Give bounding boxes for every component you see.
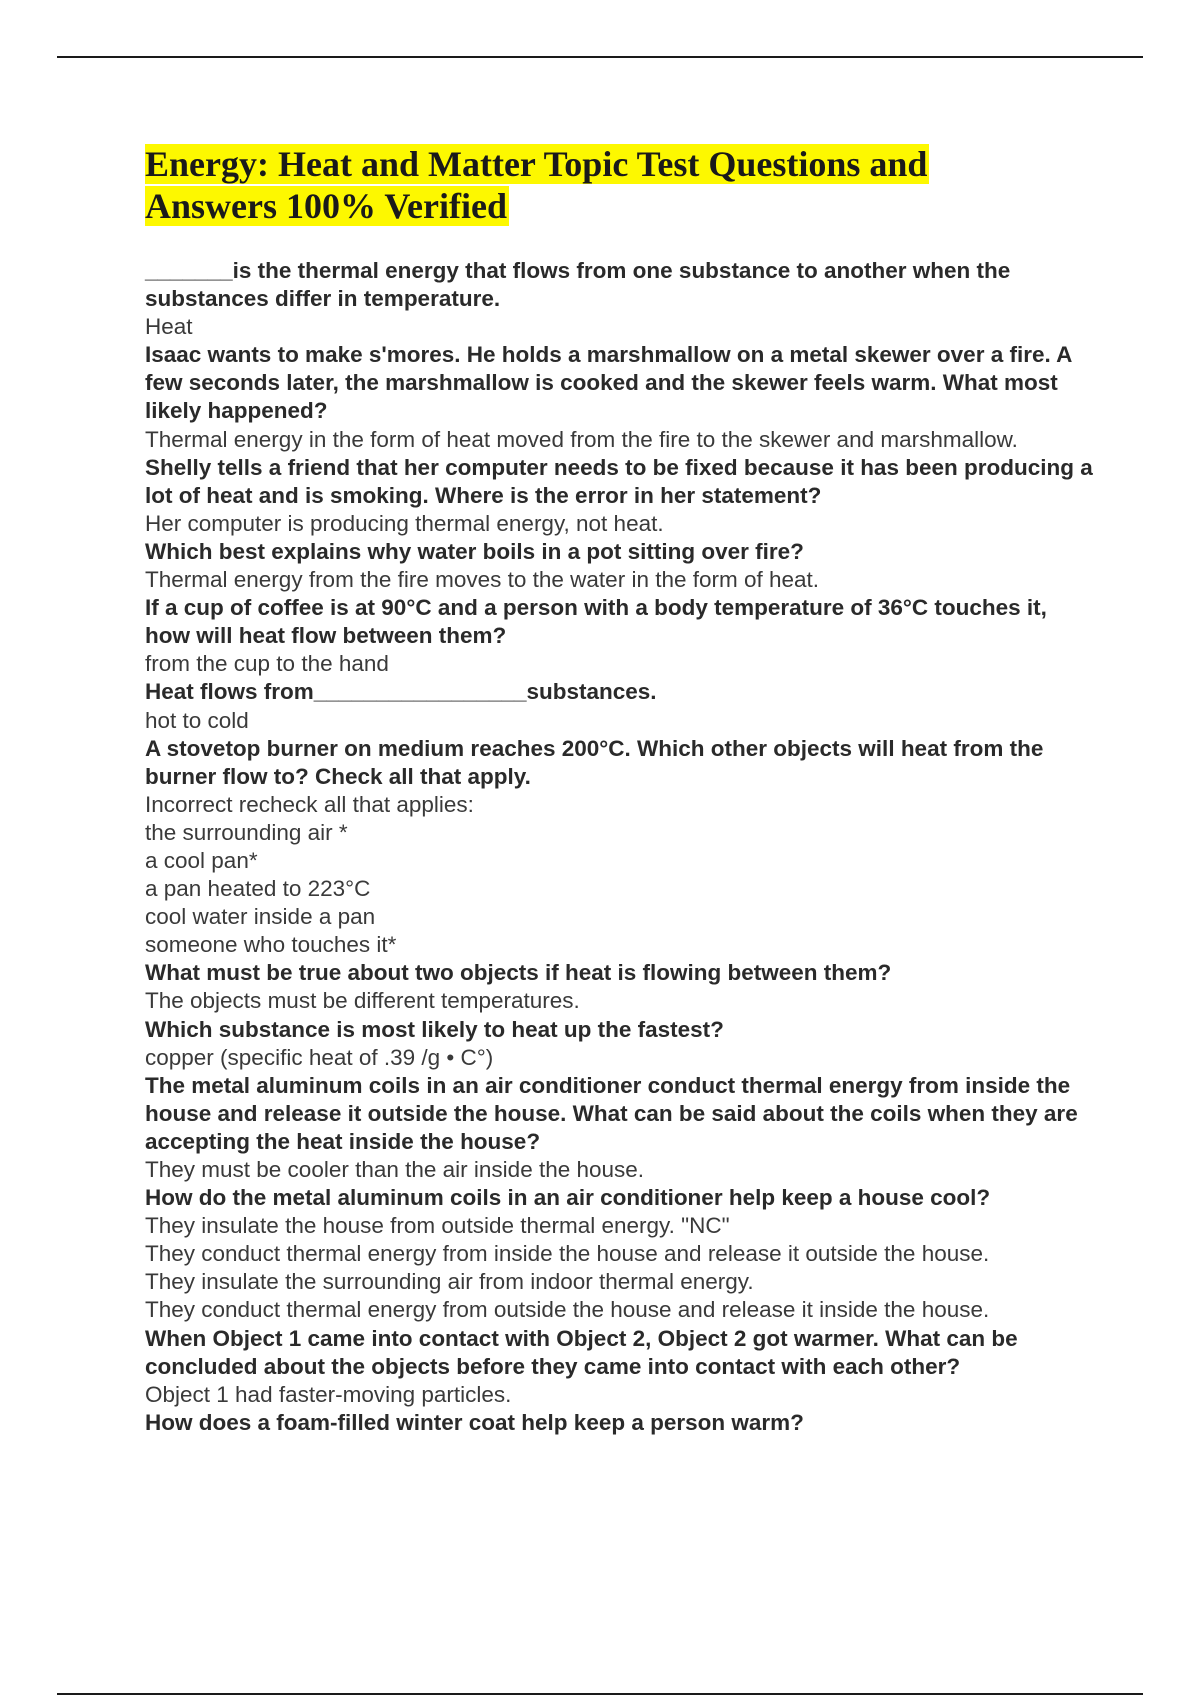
- question-text: The metal aluminum coils in an air conditioner conduct thermal energy from inside the house and release it outside the house. What can be said about the coils when they are accepting the heat inside the house?: [145, 1072, 1078, 1154]
- answer-text: a cool pan*: [145, 847, 258, 873]
- answer-text: Thermal energy in the form of heat moved from the fire to the skewer and marshmallow.: [145, 426, 1018, 452]
- answer-text: The objects must be different temperatures.: [145, 988, 580, 1014]
- qa-content: [145, 257, 1095, 1437]
- question-text: Heat flows from_________________substances.: [145, 679, 657, 705]
- answer-text: someone who touches it*: [145, 932, 397, 958]
- answer-text: hot to cold: [145, 707, 249, 733]
- title-highlight: [145, 144, 929, 226]
- answer-text: the surrounding air *: [145, 819, 348, 845]
- answer-text: Incorrect recheck all that applies:: [145, 791, 474, 817]
- answer-text: They conduct thermal energy from inside the house and release it outside the house.: [145, 1241, 990, 1267]
- answer-text: They insulate the house from outside thermal energy. "NC": [145, 1213, 730, 1239]
- question-text: Which best explains why water boils in a pot sitting over fire?: [145, 538, 804, 564]
- question-text: A stovetop burner on medium reaches 200°C. Which other objects will heat from the burner flow to? Check all that apply.: [145, 735, 1044, 789]
- question-text: How does a foam-filled winter coat help keep a person warm?: [145, 1409, 804, 1435]
- question-text: Shelly tells a friend that her computer needs to be fixed because it has been producing a lot of heat and is smoking. Where is the error in her statement?: [145, 454, 1093, 508]
- answer-text: They insulate the surrounding air from indoor thermal energy.: [145, 1269, 754, 1295]
- answer-text: They conduct thermal energy from outside the house and release it inside the house.: [145, 1297, 990, 1323]
- answer-text: from the cup to the hand: [145, 651, 389, 677]
- question-text: Isaac wants to make s'mores. He holds a marshmallow on a metal skewer over a fire. A few seconds later, the marshmallow is cooked and the skewer feels warm. What most likely happened?: [145, 342, 1072, 424]
- question-text: Which substance is most likely to heat up the fastest?: [145, 1016, 724, 1042]
- answer-text: Her computer is producing thermal energy, not heat.: [145, 510, 664, 536]
- answer-text: copper (specific heat of .39 /g • C°): [145, 1044, 494, 1070]
- answer-text: They must be cooler than the air inside the house.: [145, 1157, 645, 1182]
- answer-text: cool water inside a pan: [145, 904, 376, 930]
- question-text: If a cup of coffee is at 90°C and a person with a body temperature of 36°C touches it, how will heat flow between them?: [145, 595, 1047, 649]
- question-text: How do the metal aluminum coils in an air conditioner help keep a house cool?: [145, 1185, 991, 1211]
- document-title: [145, 143, 1045, 227]
- title-line-1: Energy: Heat and Matter Topic Test Questions and: [145, 144, 928, 184]
- top-rule: [57, 56, 1143, 58]
- question-text: When Object 1 came into contact with Object 2, Object 2 got warmer. What can be concluded about the objects before they came into contact with each other?: [145, 1325, 1018, 1379]
- answer-text: Heat: [145, 314, 193, 340]
- question-text: What must be true about two objects if heat is flowing between them?: [145, 960, 892, 986]
- bottom-rule: [57, 1693, 1143, 1695]
- question-text: _______is the thermal energy that flows from one substance to another when the substances differ in temperature.: [145, 258, 1011, 312]
- answer-text: Object 1 had faster-moving particles.: [145, 1381, 512, 1407]
- answer-text: a pan heated to 223°C: [145, 876, 371, 902]
- answer-text: Thermal energy from the fire moves to the water in the form of heat.: [145, 567, 820, 593]
- title-line-2: Answers 100% Verified: [145, 186, 507, 226]
